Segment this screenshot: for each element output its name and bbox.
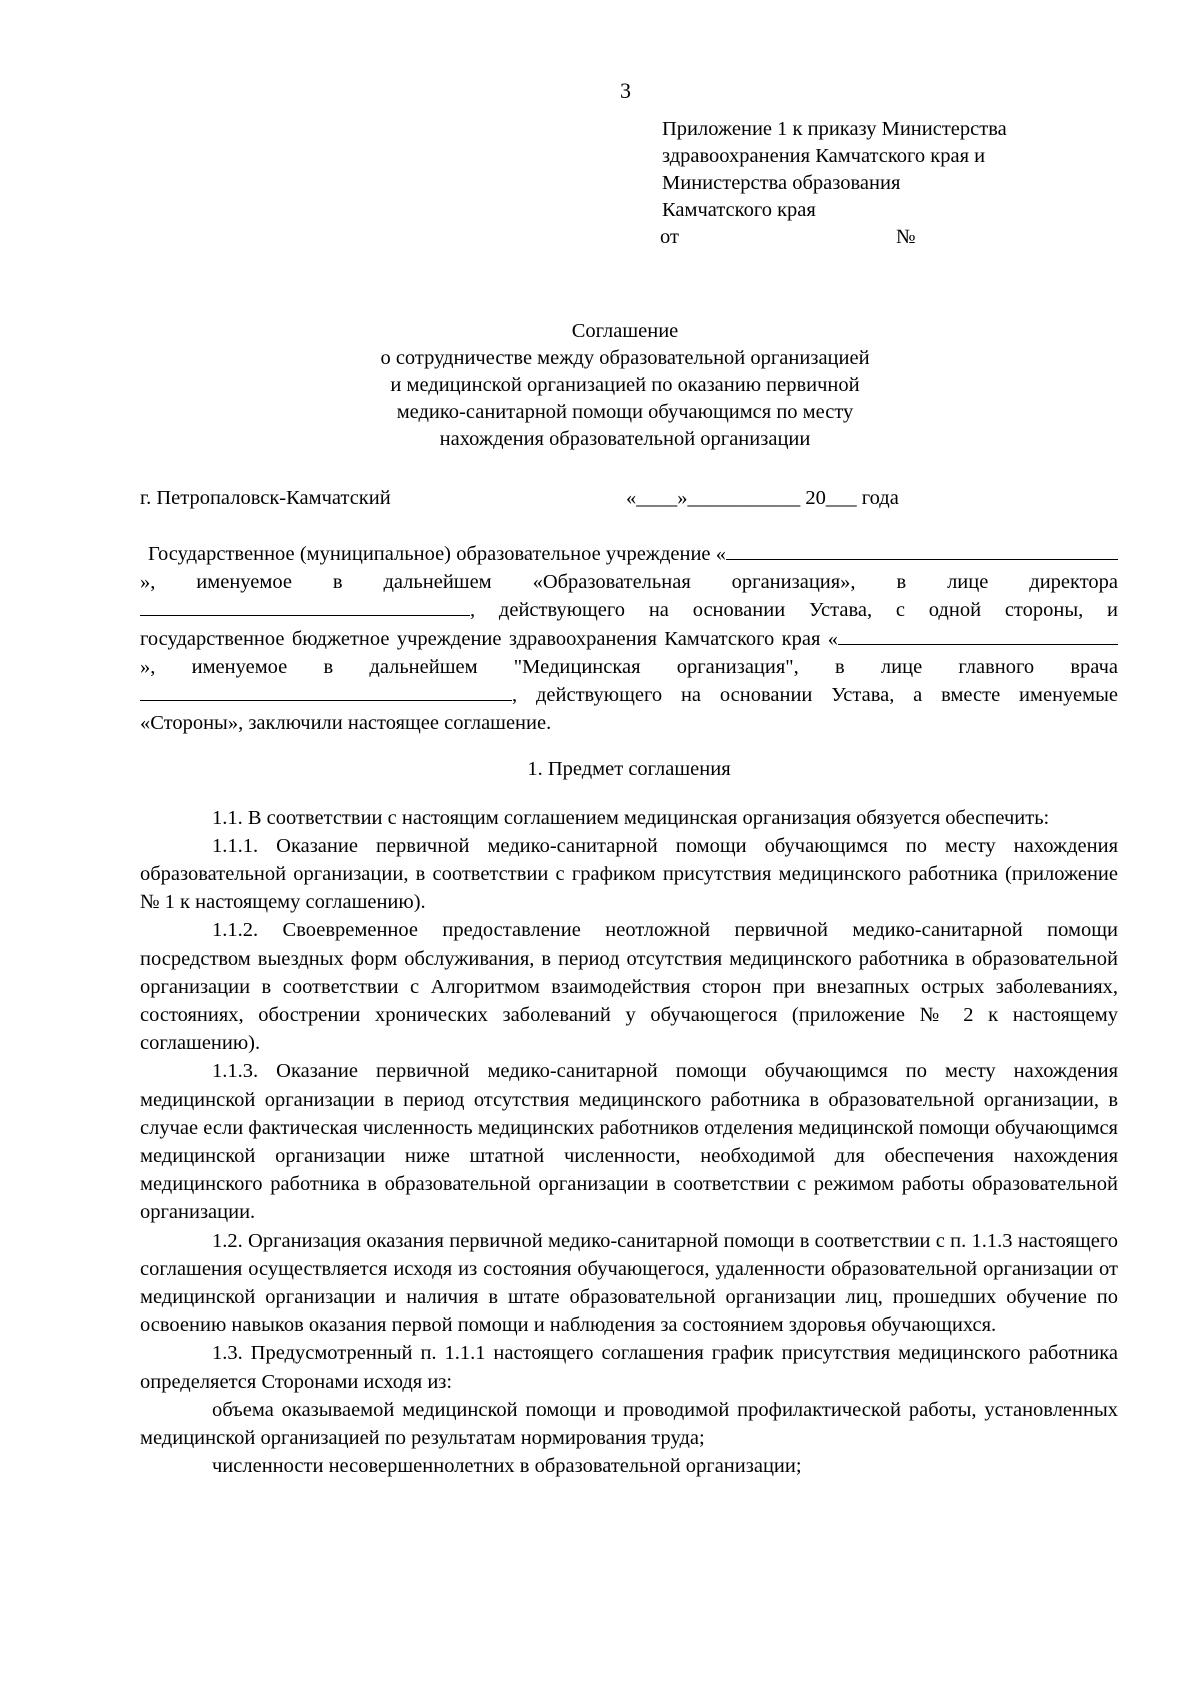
intro-text: », именуемое в дальнейшем "Медицинская организация", в лице главного врача [140, 655, 1118, 678]
number-label: № [896, 226, 916, 248]
agreement-body [140, 540, 1118, 1481]
intro-paragraph [140, 540, 1118, 737]
title-line: и медицинской организацией по оказанию первичной [390, 374, 860, 396]
clause-paragraph: 1.3. Предусмотренный п. 1.1.1 настоящего соглашения график присутствия медицинского работника определяется Сторонами исходя из: [140, 1342, 1118, 1393]
intro-text: », именуемое в дальнейшем «Образовательная организация», в лице директора [140, 571, 1118, 594]
intro-text: , действующего на основании Устава, а вместе именуемые «Стороны», заключили настоящее соглашение. [140, 684, 1118, 735]
title-line: медико-санитарной помощи обучающимся по месту [396, 401, 854, 423]
clause-paragraph: 1.1.3. Оказание первичной медико-санитарной помощи обучающимся по месту нахождения медицинской организации в период отсутствия медицинского работника в образовательной организации, в случае если фактическая численность медицинских работников отделения медицинской помощи обучающимся медицинской организации ниже штатной численности, необходимой для обеспечения нахождения медицинского работника в образовательной организации в соответствии с режимом работы образовательной организации. [140, 1060, 1118, 1224]
intro-text: , действующего на основании Устава, с одной стороны, и государственное бюджетное учреждение здравоохранения Камчатского края « [140, 599, 1118, 650]
approval-line: здравоохранения Камчатского края и [662, 145, 986, 167]
clause-paragraph: 1.2. Организация оказания первичной медико-санитарной помощи в соответствии с п. 1.1.3 настоящего соглашения осуществляется исходя из состояния обучающегося, удаленности образовательной организации от медицинской организации и наличия в штате образовательной организации лиц, прошедших обучение по освоению навыков оказания первой помощи и наблюдения за состоянием здоровья обучающихся. [140, 1229, 1118, 1337]
section-heading: 1. Предмет соглашения [527, 758, 731, 781]
clause-paragraph: объема оказываемой медицинской помощи и проводимой профилактической работы, установленных медицинской организацией по результатам нормирования труда; [140, 1398, 1118, 1450]
education-org-blank[interactable] [726, 541, 1118, 560]
chief-doctor-blank[interactable] [140, 682, 512, 701]
approval-line: Камчатского края [662, 199, 816, 221]
director-blank[interactable] [140, 597, 470, 616]
title-line: нахождения образовательной организации [439, 428, 811, 450]
place-date-row [140, 487, 1140, 514]
medical-org-blank[interactable] [838, 626, 1118, 645]
order-date-number-line [660, 224, 1007, 251]
approval-line: Министерства образования [662, 172, 901, 194]
intro-text: Государственное (муниципальное) образовательное учреждение « [148, 543, 726, 565]
page-number: 3 [620, 78, 631, 103]
title-heading: Соглашение [571, 320, 679, 342]
approval-line: Приложение 1 к приказу Министерства [662, 118, 1007, 140]
from-label: от [660, 226, 679, 248]
clause-paragraph: численности несовершеннолетних в образовательной организации; [212, 1455, 802, 1478]
clause-paragraph: 1.1.1. Оказание первичной медико-санитарной помощи обучающимся по месту нахождения образовательной организации, в соответствии с графиком присутствия медицинского работника (приложение № 1 к настоящему соглашению). [140, 834, 1118, 914]
document-title [300, 318, 950, 453]
agreement-date: «____»___________ 20___ года [626, 487, 899, 509]
clause-paragraph: 1.1.2. Своевременное предоставление неотложной первичной медико-санитарной помощи посредством выездных форм обслуживания, в период отсутствия медицинского работника в образовательной организации в соответствии с Алгоритмом взаимодействия сторон при внезапных острых заболеваниях, состояниях, обострении хронических заболеваний у обучающегося (приложение № 2 к настоящему соглашению). [140, 919, 1118, 1055]
approval-block [662, 116, 1007, 251]
clause-paragraph: 1.1. В соответствии с настоящим соглашением медицинская организация обязуется обеспечить: [212, 806, 1050, 829]
title-line: о сотрудничестве между образовательной организацией [380, 347, 870, 369]
city-name: г. Петропаловск-Камчатский [140, 487, 391, 509]
